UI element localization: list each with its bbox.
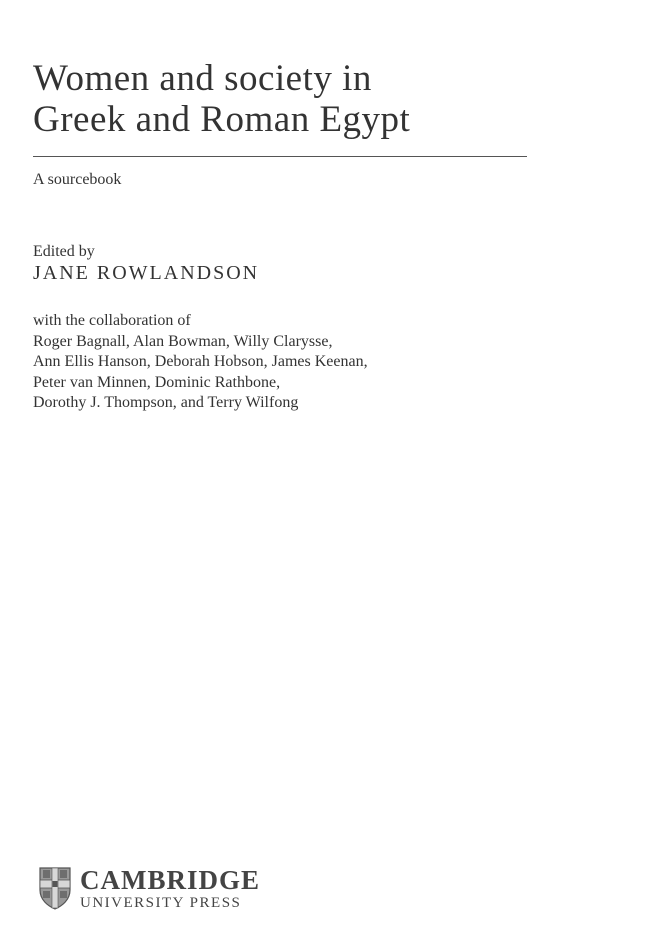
book-title-line-2: Greek and Roman Egypt [33,99,411,140]
publisher-imprint [38,866,260,912]
collaborators-block [33,311,368,414]
publisher-name: CAMBRIDGE [80,865,261,895]
edited-by-label: Edited by [33,243,95,260]
publisher-subname: UNIVERSITY PRESS [80,895,242,911]
collaborators-line: Ann Ellis Hanson, Deborah Hobson, James Keenan, [33,353,368,370]
collaborators-line: Dorothy J. Thompson, and Terry Wilfong [33,394,299,411]
editor-name: JANE ROWLANDSON [33,262,260,284]
collaboration-intro: with the collaboration of [33,312,191,329]
collaborators-line: Roger Bagnall, Alan Bowman, Willy Clarysse, [33,332,333,350]
title-divider [33,156,527,157]
collaborators-line: Peter van Minnen, Dominic Rathbone, [33,373,281,391]
cambridge-crest-icon [38,866,72,910]
book-subtitle: A sourcebook [33,171,122,188]
book-title-line-1: Women and society in [33,58,372,99]
book-title [33,58,410,140]
